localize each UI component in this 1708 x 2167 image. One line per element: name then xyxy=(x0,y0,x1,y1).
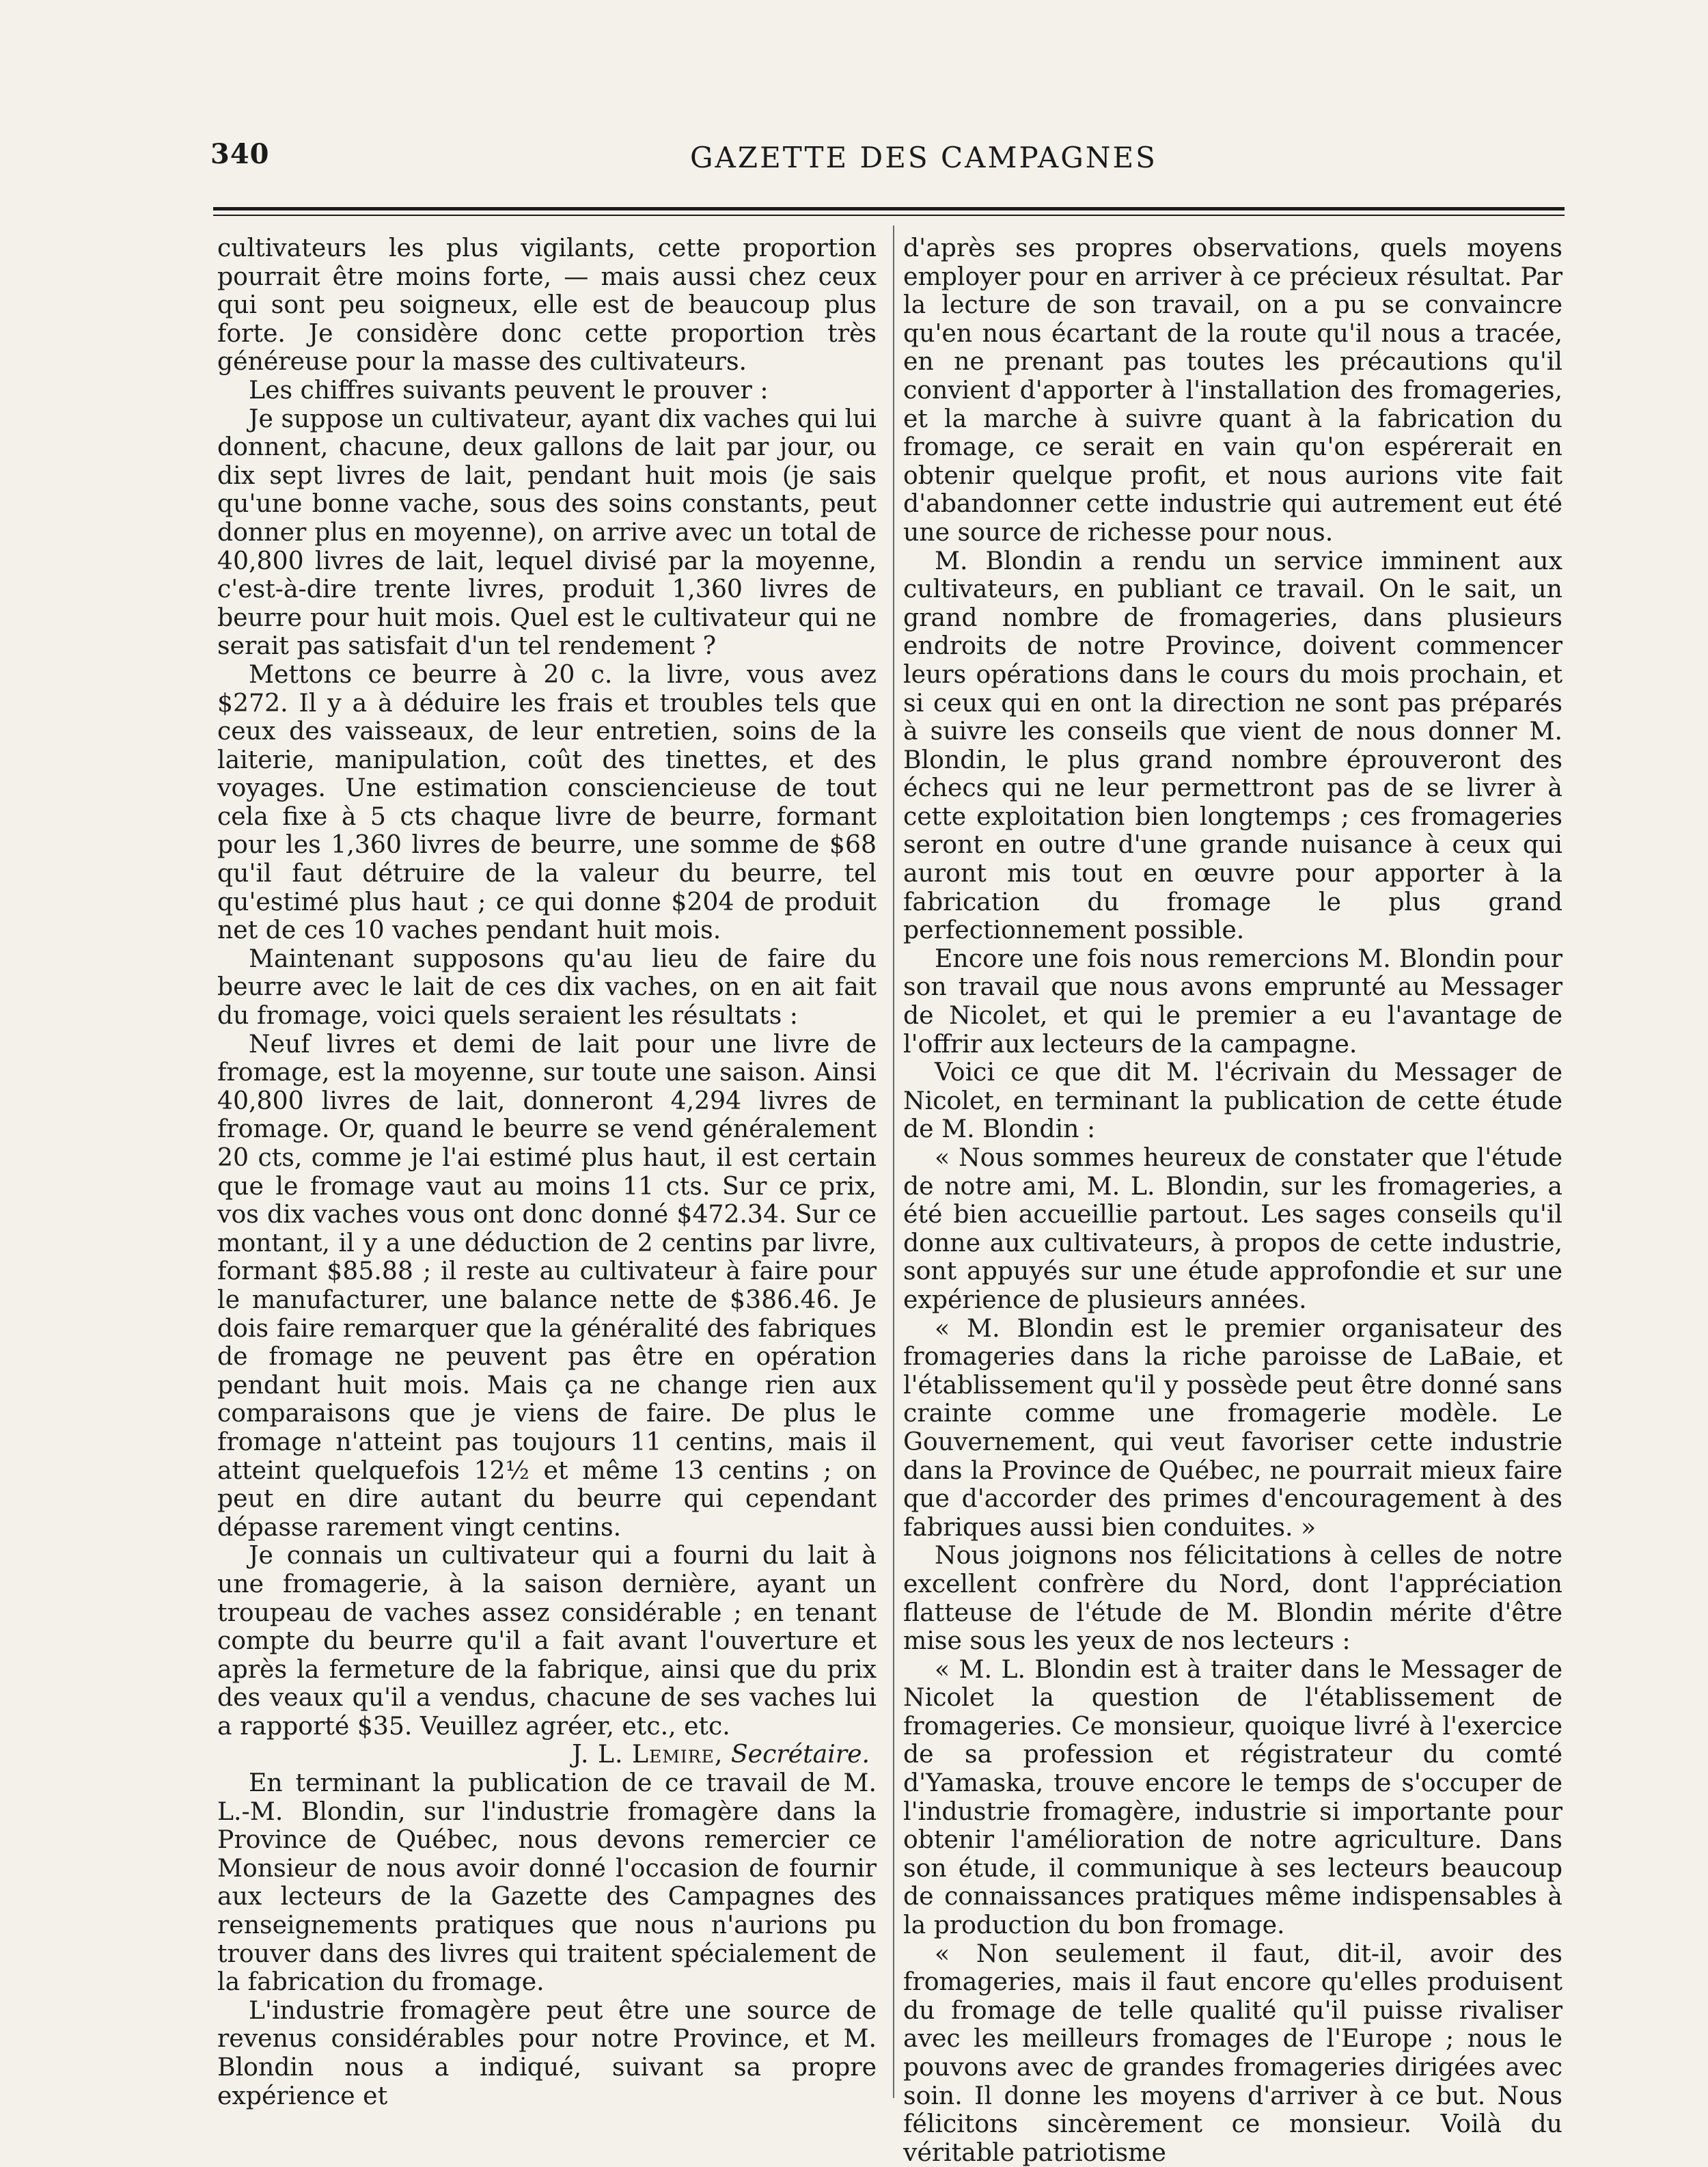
paragraph: « Non seulement il faut, dit-il, avoir des fromageries, mais il faut encore qu'elles produisent du fromage de telle qualité qu'il puisse rivaliser avec les meilleurs fromages de l'Europe ; nous le pouvons avec de grandes fromageries dirigées avec soin. Il donne les moyens d'arriver à ce but. Nous félicitons sincèrement ce monsieur. Voilà du véritable patriotisme xyxy=(903,1938,1562,2167)
paragraph: Je connais un cultivateur qui a fourni du lait à une fromagerie, à la saison dernière, ayant un troupeau de vaches assez considérable ; en tenant compte du beurre qu'il a fait avant l'ouverture et après la fermeture de la fabrique, ainsi que du prix des veaux qu'il a vendus, chacune de ses vaches lui a rapporté $35. Veuillez agréer, etc., etc. xyxy=(217,1540,877,1741)
header-rule-thin xyxy=(213,215,1565,216)
page-number: 340 xyxy=(210,138,270,170)
paragraph: Nous joignons nos félicitations à celles de notre excellent confrère du Nord, dont l'appréciation flatteuse de l'étude de M. Blondin mérite d'être mise sous les yeux de nos lecteurs : xyxy=(903,1540,1562,1656)
paragraph: Les chiffres suivants peuvent le prouver : xyxy=(249,374,769,405)
signature-name: J. L. Lemire, xyxy=(572,1739,724,1769)
paragraph: En terminant la publication de ce travail de M. L.-M. Blondin, sur l'industrie fromagère dans la Province de Québec, nous devons remercier ce Monsieur de nous avoir donné l'occasion de fournir aux lecteurs de la Gazette des Campagnes des renseignements pratiques que nous n'aurions pu trouver dans des livres qui traitent spécialement de la fabrication du fromage. xyxy=(217,1768,877,1997)
column-divider xyxy=(893,226,894,2098)
paragraph: « M. L. Blondin est à traiter dans le Messager de Nicolet la question de l'établissement de fromageries. Ce monsieur, quoique livré à l'exercice de sa profession et régistrateur du comté d'Yamaska, trouve encore le temps de s'occuper de l'industrie fromagère, industrie si importante pour obtenir l'amélioration de notre agriculture. Dans son étude, il communique à ses lecteurs beaucoup de connaissances pratiques même indispensables à la production du bon fromage. xyxy=(903,1654,1562,1940)
paragraph: Je suppose un cultivateur, ayant dix vaches qui lui donnent, chacune, deux gallons de lait par jour, ou dix sept livres de lait, pendant huit mois (je sais qu'une bonne vache, sous des soins constants, peut donner plus en moyenne), on arrive avec un total de 40,800 livres de lait, lequel divisé par la moyenne, c'est-à-dire trente livres, produit 1,360 livres de beurre pour huit mois. Quel est le cultivateur qui ne serait pas satisfait d'un tel rendement ? xyxy=(217,403,877,661)
paragraph: L'industrie fromagère peut être une source de revenus considérables pour notre Province, et M. Blondin nous a indiqué, suivant sa propre expérience et xyxy=(217,1995,877,2110)
paragraph: Neuf livres et demi de lait pour une livre de fromage, est la moyenne, sur toute une saison. Ainsi 40,800 livres de lait, donneront 4,294 livres de fromage. Or, quand le beurre se vend généralement 20 cts, comme je l'ai estimé plus haut, il est certain que le fromage vaut au moins 11 cts. Sur ce prix, vos dix vaches vous ont donc donné $472.34. Sur ce montant, il y a une déduction de 2 centins par livre, formant $85.88 ; il reste au cultivateur à faire pour le manufacturer, une balance nette de $386.46. Je dois faire remarquer que la généralité des fabriques de fromage ne peuvent pas être en opération pendant huit mois. Mais ça ne change rien aux comparaisons que je viens de faire. De plus le fromage n'atteint pas toujours 11 centins, mais il atteint quelquefois 12½ et même 13 centins ; on peut en dire autant du beurre qui cependant dépasse rarement vingt centins. xyxy=(217,1028,877,1542)
header-rule-thick xyxy=(213,207,1565,210)
paragraph: Maintenant supposons qu'au lieu de faire du beurre avec le lait de ces dix vaches, on en ait fait du fromage, voici quels seraient les résultats : xyxy=(217,943,877,1031)
paragraph: M. Blondin a rendu un service imminent aux cultivateurs, en publiant ce travail. On le sait, un grand nombre de fromageries, dans plusieurs endroits de notre Province, doivent commencer leurs opérations dans le cours du mois prochain, et si ceux qui en ont la direction ne sont pas préparés à suivre les conseils que vient de nous donner M. Blondin, le plus grand nombre éprouveront des échecs qui ne leur permettront pas de se livrer à cette exploitation bien longtemps ; ces fromageries seront en outre d'une grande nuisance à ceux qui auront mis tout en œuvre pour apporter à la fabrication du fromage le plus grand perfectionnement possible. xyxy=(903,545,1562,945)
paragraph: Mettons ce beurre à 20 c. la livre, vous avez $272. Il y a à déduire les frais et troubles tels que ceux des vaisseaux, de leur entretien, soins de la laiterie, manipulation, coût des tinettes, et des voyages. Une estimation consciencieuse de tout cela fixe à 5 cts chaque livre de beurre, formant pour les 1,360 livres de beurre, une somme de $68 qu'il faut détruire de la valeur du beurre, tel qu'estimé plus haut ; ce qui donne $204 de produit net de ces 10 vaches pendant huit mois. xyxy=(217,659,877,945)
signature-role: Secrétaire. xyxy=(730,1739,870,1769)
paragraph: Encore une fois nous remercions M. Blondin pour son travail que nous avons emprunté au Messager de Nicolet, et qui le premier a eu l'avantage de l'offrir aux lecteurs de la campagne. xyxy=(903,943,1562,1059)
paragraph: cultivateurs les plus vigilants, cette proportion pourrait être moins forte, — mais aussi chez ceux qui sont peu soigneux, elle est de beaucoup plus forte. Je considère donc cette proportion très généreuse pour la masse des cultivateurs. xyxy=(217,233,877,377)
paragraph: « M. Blondin est le premier organisateur des fromageries dans la riche paroisse de LaBaie, et l'établissement qu'il y possède peut être donné sans crainte comme une fromagerie modèle. Le Gouvernement, qui veut favoriser cette industrie dans la Province de Québec, ne pourrait mieux faire que d'accorder des primes d'encouragement à des fabriques aussi bien conduites. » xyxy=(903,1313,1562,1542)
paragraph: « Nous sommes heureux de constater que l'étude de notre ami, M. L. Blondin, sur les fromageries, a été bien accueillie partout. Les sages conseils qu'il donne aux cultivateurs, à propos de cette industrie, sont appuyés sur une étude approfondie et sur une expérience de plusieurs années. xyxy=(903,1143,1562,1314)
right-column xyxy=(903,234,1562,2166)
left-column xyxy=(217,234,877,2110)
signature xyxy=(217,1740,877,1769)
running-title: GAZETTE DES CAMPAGNES xyxy=(690,141,1157,174)
paragraph: Voici ce que dit M. l'écrivain du Messager de Nicolet, en terminant la publication de cette étude de M. Blondin : xyxy=(903,1057,1562,1144)
paragraph: d'après ses propres observations, quels moyens employer pour en arriver à ce précieux résultat. Par la lecture de son travail, on a pu se convaincre qu'en nous écartant de la route qu'il nous a tracée, en ne prenant pas toutes les précautions qu'il convient d'apporter à l'installation des fromageries, et la marche à suivre quant à la fabrication du fromage, ce serait en vain qu'on espérerait en obtenir quelque profit, et nous aurions vite fait d'abandonner cette industrie qui autrement eut été une source de richesse pour nous. xyxy=(903,233,1562,547)
